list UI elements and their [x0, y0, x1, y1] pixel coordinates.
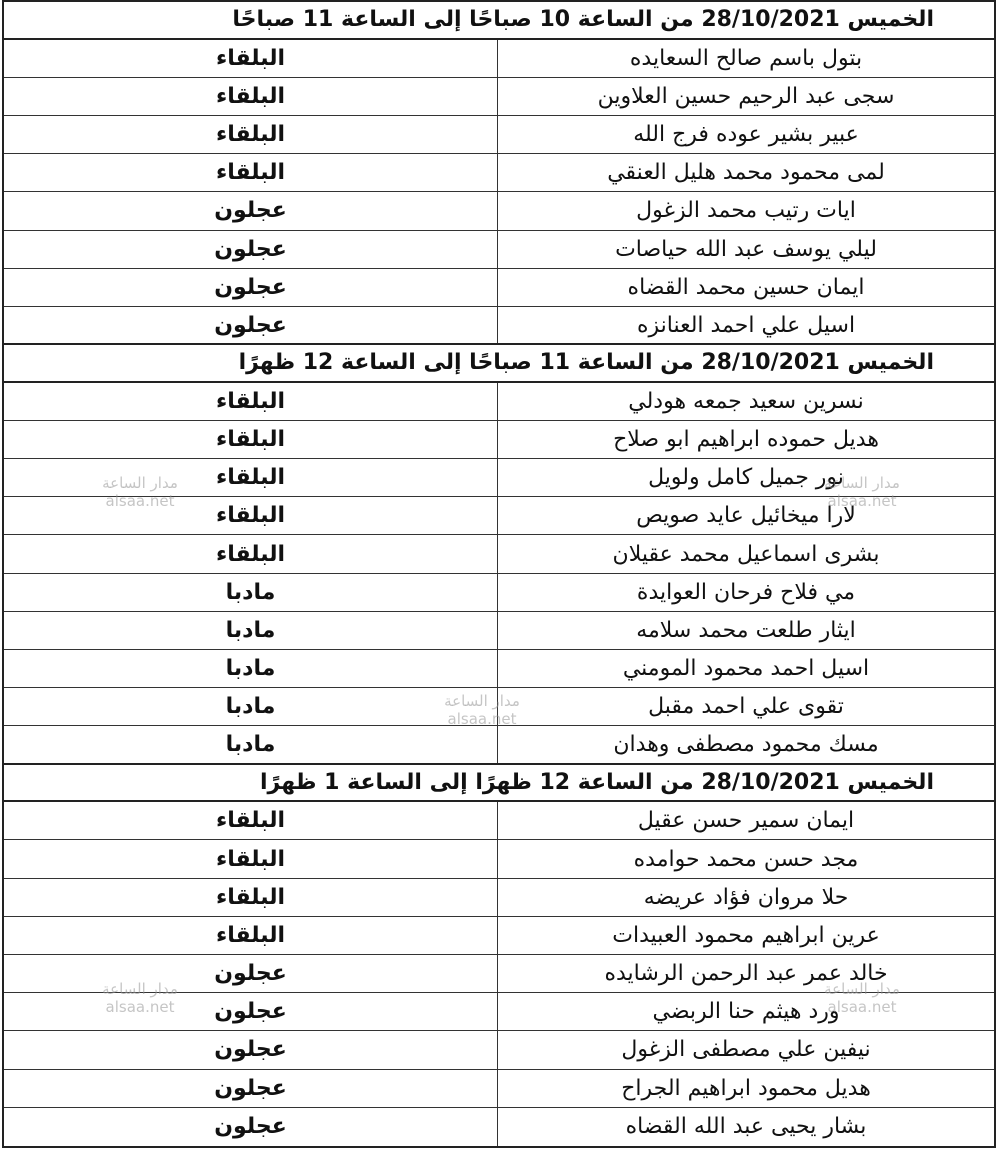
table-row: [4, 497, 994, 535]
region: البلقاء: [215, 884, 286, 910]
student-name: ايمان حسين محمد القضاه: [497, 269, 994, 306]
student-name: لمى محمود محمد هليل العنقي: [497, 154, 994, 191]
region: عجلون: [214, 999, 287, 1025]
table-row: [4, 612, 994, 650]
table-row: [4, 269, 994, 307]
region: عجلون: [214, 1037, 287, 1063]
student-name: عرين ابراهيم محمود العبيدات: [497, 917, 994, 954]
table-row: [4, 688, 994, 726]
table-row: [4, 1108, 994, 1146]
student-name: لارا ميخائيل عايد صويص: [497, 497, 994, 534]
region: مادبا: [225, 617, 276, 643]
region: البلقاء: [215, 846, 286, 872]
region: البلقاء: [215, 45, 286, 71]
table-row: [4, 650, 994, 688]
region: البلقاء: [215, 83, 286, 109]
table-row: [4, 535, 994, 573]
student-name: هديل محمود ابراهيم الجراح: [497, 1070, 994, 1107]
region: عجلون: [214, 961, 287, 987]
region: البلقاء: [215, 465, 286, 491]
table-row: [4, 955, 994, 993]
table-row: [4, 1070, 994, 1108]
region: عجلون: [214, 1075, 287, 1101]
student-name: هديل حموده ابراهيم ابو صلاح: [497, 421, 994, 458]
region: البلقاء: [215, 160, 286, 186]
watermark-line2: alsaa.net: [827, 492, 897, 510]
table-row: [4, 78, 994, 116]
table-row: [4, 993, 994, 1031]
table-row: [4, 726, 994, 764]
student-name: مي فلاح فرحان العوايدة: [497, 574, 994, 611]
student-name: بشرى اسماعيل محمد عقيلان: [497, 535, 994, 572]
section-header: الخميس 28/10/2021 من الساعة 12 ظهرًا إلى الساعة 1 ظهرًا: [4, 765, 994, 803]
region: عجلون: [214, 198, 287, 224]
student-name: نور جميل كامل ولويل: [497, 459, 994, 496]
table-row: [4, 116, 994, 154]
watermark-line1: مدار الساعة: [102, 474, 178, 492]
table-row: [4, 154, 994, 192]
student-name: ليلي يوسف عبد الله حياصات: [497, 231, 994, 268]
student-name: بشار يحيى عبد الله القضاه: [497, 1108, 994, 1146]
table-row: [4, 383, 994, 421]
table-row: [4, 421, 994, 459]
watermark-line2: alsaa.net: [105, 998, 175, 1016]
table-row: [4, 879, 994, 917]
watermark-line1: مدار الساعة: [102, 980, 178, 998]
table-row: [4, 307, 994, 345]
student-name: ايمان سمير حسن عقيل: [497, 802, 994, 839]
table-row: [4, 40, 994, 78]
table-row: [4, 459, 994, 497]
region: البلقاء: [215, 388, 286, 414]
watermark-line2: alsaa.net: [105, 492, 175, 510]
student-name: اسيل احمد محمود المومني: [497, 650, 994, 687]
watermark-line1: مدار الساعة: [824, 980, 900, 998]
student-name: سجى عبد الرحيم حسين العلاوين: [497, 78, 994, 115]
region: مادبا: [225, 694, 276, 720]
region: عجلون: [214, 236, 287, 262]
student-name: نيفين علي مصطفى الزغول: [497, 1031, 994, 1068]
student-name: مسك محمود مصطفى وهدان: [497, 726, 994, 762]
region: البلقاء: [215, 503, 286, 529]
table-row: [4, 917, 994, 955]
student-name: بتول باسم صالح السعايده: [497, 40, 994, 77]
student-name: ايثار طلعت محمد سلامه: [497, 612, 994, 649]
region: مادبا: [225, 579, 276, 605]
student-name: ايات رتيب محمد الزغول: [497, 192, 994, 229]
schedule-table: [2, 0, 996, 1148]
table-row: [4, 192, 994, 230]
watermark-line1: مدار الساعة: [824, 474, 900, 492]
region: مادبا: [225, 732, 276, 758]
student-name: خالد عمر عبد الرحمن الرشايده: [497, 955, 994, 992]
watermark-line2: alsaa.net: [827, 998, 897, 1016]
region: البلقاء: [215, 808, 286, 834]
region: البلقاء: [215, 922, 286, 948]
student-name: ورد هيثم حنا الربضي: [497, 993, 994, 1030]
region: مادبا: [225, 656, 276, 682]
section-header: الخميس 28/10/2021 من الساعة 10 صباحًا إلى الساعة 11 صباحًا: [4, 2, 994, 40]
watermark-line2: alsaa.net: [447, 710, 517, 728]
section-header: الخميس 28/10/2021 من الساعة 11 صباحًا إلى الساعة 12 ظهرًا: [4, 345, 994, 383]
watermark-line1: مدار الساعة: [444, 692, 520, 710]
student-name: عبير بشير عوده فرج الله: [497, 116, 994, 153]
table-row: [4, 802, 994, 840]
region: عجلون: [214, 274, 287, 300]
region: عجلون: [214, 1114, 287, 1140]
student-name: حلا مروان فؤاد عريضه: [497, 879, 994, 916]
student-name: مجد حسن محمد حوامده: [497, 840, 994, 877]
table-row: [4, 840, 994, 878]
region: البلقاء: [215, 427, 286, 453]
table-row: [4, 231, 994, 269]
region: البلقاء: [215, 541, 286, 567]
region: البلقاء: [215, 122, 286, 148]
student-name: نسرين سعيد جمعه هودلي: [497, 383, 994, 420]
region: عجلون: [214, 312, 287, 338]
table-row: [4, 574, 994, 612]
student-name: تقوى علي احمد مقبل: [497, 688, 994, 725]
student-name: اسيل علي احمد العنانزه: [497, 307, 994, 343]
table-row: [4, 1031, 994, 1069]
